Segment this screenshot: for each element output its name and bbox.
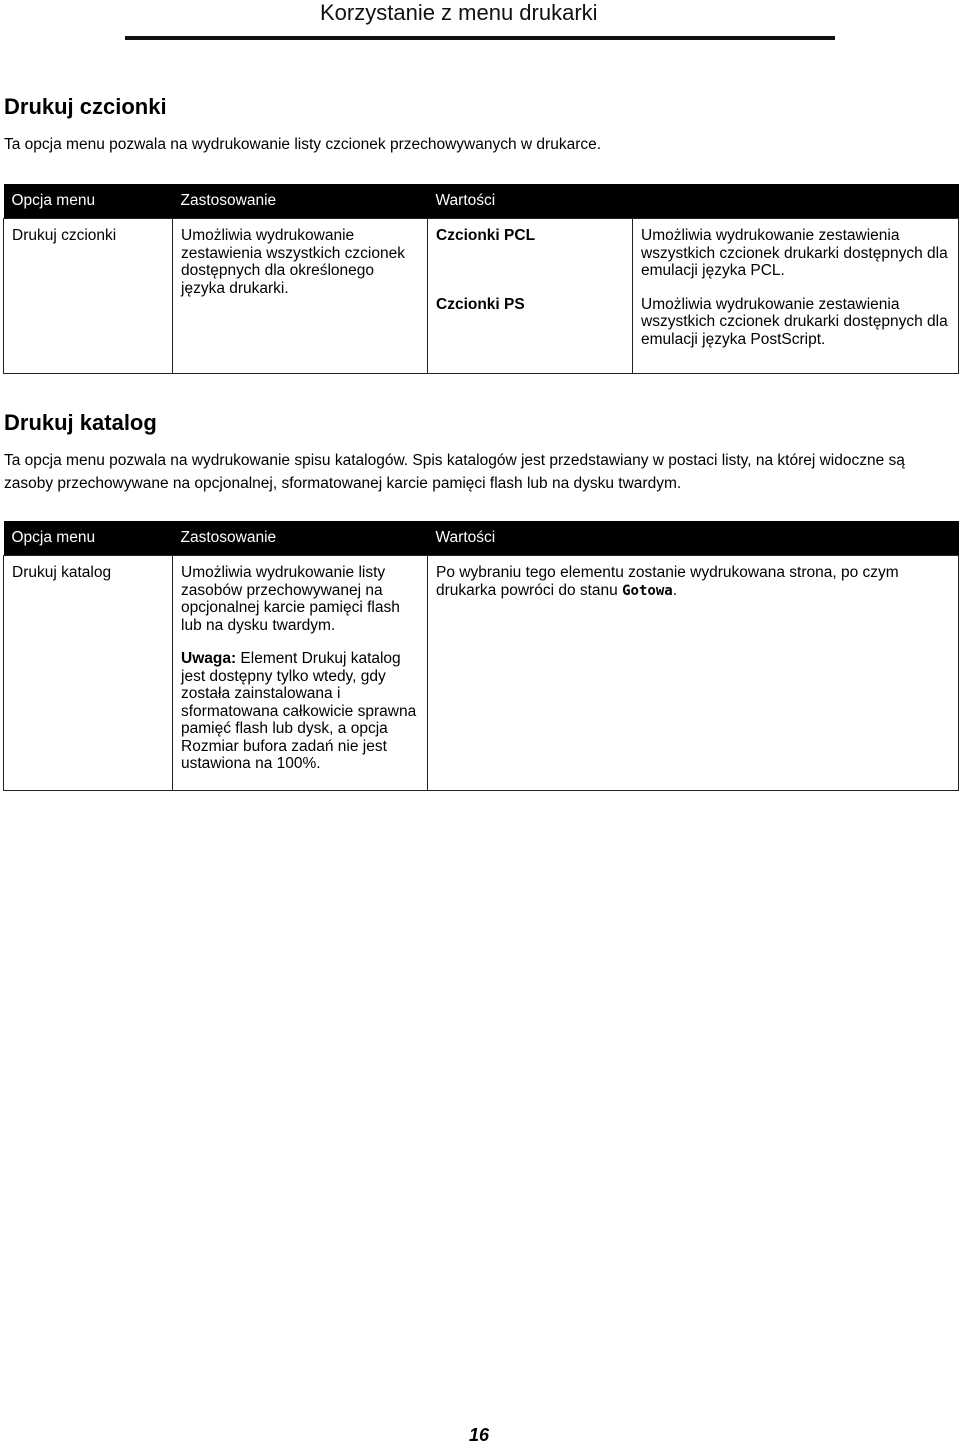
- print-fonts-table: [3, 184, 959, 374]
- value-description-ps: Umożliwia wydrukowanie zestawienia wszystkich czcionek drukarki dostępnych dla emulacji języka PostScript.: [641, 295, 948, 348]
- value-name-pcl: Czcionki PCL: [436, 227, 536, 244]
- column-header-option: Opcja menu: [4, 184, 173, 219]
- print-catalog-table: [3, 521, 959, 791]
- values-name-cell: [428, 219, 633, 374]
- value-name-ps: Czcionki PS: [436, 295, 525, 313]
- usage-text: Umożliwia wydrukowanie listy zasobów przechowywanej na opcjonalnej karcie pamięci flash lub na dysku twardym.: [181, 564, 400, 634]
- section-heading-print-catalog: Drukuj katalog: [4, 410, 157, 435]
- values-end: .: [672, 581, 677, 599]
- column-header-values: Wartości: [428, 184, 633, 219]
- table-header-row: [4, 184, 959, 219]
- usage-cell: Umożliwia wydrukowanie zestawienia wszystkich czcionek dostępnych dla określonego języka drukarki.: [173, 219, 428, 374]
- table-row: [4, 556, 959, 791]
- note-text: Element Drukuj katalog jest dostępny tylko wtedy, gdy została zainstalowana i sformatowana całkowicie sprawna pamięć flash lub dysk, a opcja Rozmiar bufora zadań nie jest ustawiona na 100%.: [181, 650, 417, 772]
- column-header-usage: Zastosowanie: [173, 184, 428, 219]
- table-header-row: [4, 521, 959, 556]
- page-number: 16: [469, 1425, 490, 1445]
- section-intro-print-catalog: Ta opcja menu pozwala na wydrukowanie spisu katalogów. Spis katalogów jest przedstawiany w postaci listy, na której widoczne są zasoby przechowywane na opcjonalnej, sformatowanej karcie pamięci flash lub na dysku twardym.: [4, 452, 905, 492]
- column-header-values: Wartości: [428, 521, 959, 556]
- usage-cell: [173, 556, 428, 791]
- option-cell: Drukuj czcionki: [4, 219, 173, 374]
- page-header-title: Korzystanie z menu drukarki: [320, 0, 598, 25]
- option-cell: Drukuj katalog: [4, 556, 173, 791]
- section-intro-print-fonts: Ta opcja menu pozwala na wydrukowanie listy czcionek przechowywanych w drukarce.: [4, 136, 602, 153]
- column-header-usage: Zastosowanie: [173, 521, 428, 556]
- section-heading-print-fonts: Drukuj czcionki: [4, 94, 167, 119]
- header-rule: [125, 36, 835, 40]
- values-cell: [428, 556, 959, 791]
- values-description-cell: [633, 219, 959, 374]
- column-header-values-description: [633, 184, 959, 219]
- value-description-pcl: Umożliwia wydrukowanie zestawienia wszystkich czcionek drukarki dostępnych dla emulacji języka PCL.: [641, 227, 948, 279]
- ready-state-label: Gotowa: [622, 582, 673, 599]
- column-header-option: Opcja menu: [4, 521, 173, 556]
- note-label: Uwaga:: [181, 650, 237, 667]
- usage-note: [181, 650, 421, 773]
- values-text: Po wybraniu tego elementu zostanie wydrukowana strona, po czym drukarka powróci do stanu: [436, 564, 899, 599]
- table-row: [4, 219, 959, 374]
